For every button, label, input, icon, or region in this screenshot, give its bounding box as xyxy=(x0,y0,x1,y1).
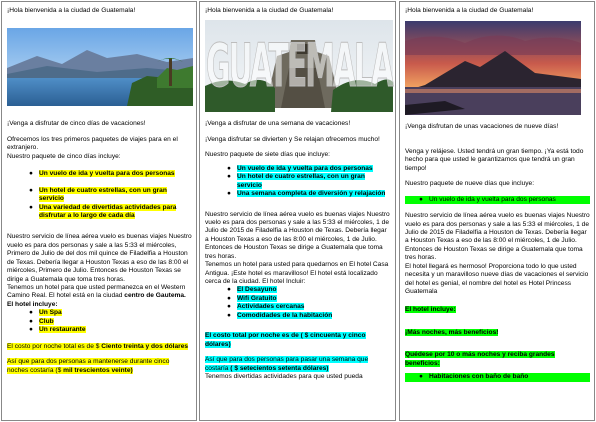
headline: ¡Venga disfrutan de unas vacaciones de nueve días! xyxy=(405,123,559,131)
list-item: ● Un vuelo de ida y vuelta para dos personas xyxy=(29,170,175,178)
extra-text: Así que para dos personas para pasar una semana que costaría ( $ setecientos setenta dólares) xyxy=(205,356,369,372)
tikal-temple-banner xyxy=(205,16,393,112)
list-item: ● Club xyxy=(29,317,54,325)
package-title: Nuestro paquete de nueve días que incluye: xyxy=(405,180,535,188)
list-item: ● Un restaurante xyxy=(29,326,86,334)
list-item: ● Un vuelo de ida y vuelta para dos personas xyxy=(227,164,373,172)
list-item: ● Un hotel de cuatro estrellas, con un gran servicio xyxy=(227,173,365,189)
list-item: ● Comodidades de la habitación xyxy=(227,311,333,319)
hotel-includes: El hotel incluye: xyxy=(405,306,456,314)
benefit-list xyxy=(405,373,590,381)
list-item: ● Un Spa xyxy=(29,309,62,317)
headline: ¡Venga a disfrutar de cinco días de vacaciones! xyxy=(7,120,146,128)
greeting: ¡Hola bienvenida a la ciudad de Guatemala! xyxy=(405,7,534,14)
bullet-icon: ● xyxy=(29,203,33,211)
amenity-list xyxy=(205,286,391,320)
banner-text: GUATEMALA xyxy=(206,31,395,102)
relax-text: Venga y relájese. Usted tendrá un gran tiempo. ¡Ya está todo hecho para que usted le garantizamos que tendrá un gran tiempo! xyxy=(405,147,584,172)
bullet-icon: ● xyxy=(227,190,231,198)
hotel-text: Tenemos un hotel para usted para quedarnos en El hotel Casa Antigua. ¡Este hotel es maravilloso! El hotel está localizado cerca de la ciudad. El hotel Incluir: xyxy=(205,261,389,285)
greeting: ¡Hola bienvenida a la ciudad de Guatemala! xyxy=(205,7,334,14)
more-nights: ¡Más noches, más beneficios! xyxy=(405,328,499,336)
bullet-icon: ● xyxy=(419,195,423,203)
extra-text: Así que para dos personas a mantenerse durante cinco noches costaría ($ mil trescientos veinte) xyxy=(7,358,170,374)
list-item: ● El Desayuno xyxy=(227,286,277,294)
hotel-text: El hotel llegará es hermoso! Proporciona todo lo que usted necesita y un maravilloso nueve días de vacaciones el servicio del hotel es genial, el nombre del hotel es Hotel Princess Guatemala xyxy=(405,262,589,295)
package-list xyxy=(7,170,192,220)
bullet-icon: ● xyxy=(227,311,231,319)
brochure-panel-five-days xyxy=(1,1,197,421)
bullet-icon: ● xyxy=(227,303,231,311)
bullet-icon: ● xyxy=(419,373,423,381)
subline: ¡Venga disfrutar se divierten y Se relajan ofrecemos mucho! xyxy=(205,135,380,143)
hotel-text: Tenemos un hotel para que usted permanezca en el Western Camino Real. El hotel está en la ciudad centro de Gautema. El hotel incluye: xyxy=(7,284,186,308)
stay-text: Quédese por 10 o más noches y reciba grandes beneficios: xyxy=(405,351,555,367)
flight-text: Nuestro servicio de línea aérea vuelo es buenas viajes Nuestro vuelo es para dos personas y sale a las 5:33 el miércoles, 1 de Julio de 2015 de Filadelfia a Houston de Texas. Debería llegar a Houston Texas a eso de las 8:00 el miércoles, 1 de Julio. Entonces de Houston Texas se dirige a Guatemala que toma tres horas. xyxy=(405,212,590,262)
headline: ¡Venga a disfrutar de una semana de vacaciones! xyxy=(205,120,351,128)
intro-text: Ofrecemos los tres primeros paquetes de viajes para en el extranjero. xyxy=(7,135,178,152)
cost-text: El costo por noche total es de $ Ciento treinta y dos dólares xyxy=(7,342,189,350)
flight-text: Nuestro servicio de línea aérea vuelo es buenas viajes Nuestro vuelo es para dos personas y sale a las 5:33 el miércoles, 1 de Julio de 2015 de Filadelfia a Houston de Texas. Debería llegar a Houston Texas a eso de las 8:00 el miércoles, 1 de Julio. Entonces de Houston Texas se dirige a Guatemala que toma tres horas. xyxy=(205,210,390,260)
bullet-icon: ● xyxy=(227,164,231,172)
brochure-panel-nine-days xyxy=(399,1,595,421)
list-item: ● Una semana completa de diversión y relajación xyxy=(227,190,386,198)
bullet-icon: ● xyxy=(227,286,231,294)
list-item: ● Una variedad de divertidas actividades para disfrutar a lo largo de cada día xyxy=(29,203,177,219)
flight-text: Nuestro servicio de línea aérea vuelo es buenas viajes Nuestro vuelo es para dos personas y sale a las 5:33 el miércoles, Primero de Julio de del dos mil quince de Filadelfia a Houston de Texas. Debería llegar a Houston Texas a eso de las 8:00 el miércoles, Primero de Julio. Entonces de Houston Texas se dirige a Guatemala que toma tres horas. xyxy=(7,233,192,283)
lake-atitlan-photo xyxy=(7,28,193,106)
bullet-icon: ● xyxy=(29,309,33,317)
list-item: ● Habitaciones con baño de baño xyxy=(405,373,590,381)
package-list xyxy=(405,196,590,204)
list-item: ● Wifi Gratuito xyxy=(227,294,277,302)
amenity-list xyxy=(7,309,192,334)
package-title: Nuestro paquete de siete días que incluye: xyxy=(205,151,330,159)
bullet-icon: ● xyxy=(29,170,33,178)
bullet-icon: ● xyxy=(29,186,33,194)
bullet-icon: ● xyxy=(29,326,33,334)
sunset-lake-photo xyxy=(405,21,581,115)
package-list xyxy=(205,165,391,199)
bullet-icon: ● xyxy=(227,294,231,302)
list-item: ● Actividades cercanas xyxy=(227,303,305,311)
list-item: ● Un hotel de cuatro estrellas, con un gran servicio xyxy=(29,186,167,203)
package-title: Nuestro paquete de cinco días incluye: xyxy=(7,152,121,160)
cost-text: El costo total por noche es de ( $ cincuenta y cinco dólares) xyxy=(205,332,366,348)
tail-text: Tenemos divertidas actividades para que usted pueda xyxy=(205,372,363,380)
brochure-panel-seven-days xyxy=(199,1,396,421)
bullet-icon: ● xyxy=(227,173,231,181)
greeting: ¡Hola bienvenida a la ciudad de Guatemala! xyxy=(7,7,136,14)
list-item: ● Un vuelo de ida y vuelta para dos personas xyxy=(405,196,590,204)
bullet-icon: ● xyxy=(29,317,33,325)
